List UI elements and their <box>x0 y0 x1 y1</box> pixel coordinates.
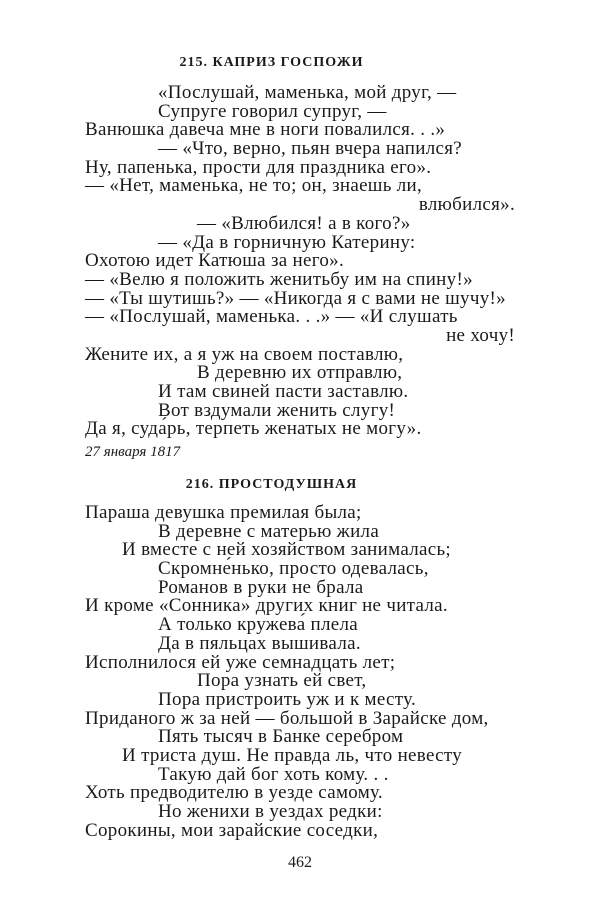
verse-line: Супруге говорил супруг, — <box>158 100 387 122</box>
verse-line: Вот вздумали женить слугу! <box>158 399 396 421</box>
verse-line: Да в пяльцах вышивала. <box>158 632 361 654</box>
verse-line: Ванюшка давеча мне в ноги повалился. . .» <box>85 119 446 141</box>
verse-line: Пора пристроить уж и к месту. <box>158 688 417 710</box>
verse-line: Такую дай бог хоть кому. . . <box>158 763 389 785</box>
verse-line: Параша девушка премилая была; <box>85 502 362 523</box>
verse-line: И триста душ. Не правда ль, что невесту <box>122 744 463 766</box>
verse-line: — «Влюбился! а в кого?» <box>197 212 411 234</box>
verse-line: Хоть предводителю в уезде самому. <box>85 782 383 804</box>
verse-line: не хочу! <box>446 324 515 346</box>
poem-title-216: 216. ПРОСТОДУШНАЯ <box>185 477 358 492</box>
verse-line: И кроме «Сонника» других книг не читала. <box>85 595 448 617</box>
verse-line: Жените их, а я уж на своем поставлю, <box>85 343 404 365</box>
verse-line: Исполнилося ей уже семнадцать лет; <box>85 651 396 673</box>
verse-line: Но женихи в уездах редки: <box>158 801 383 822</box>
verse-line: — «Что, верно, пьян вчера напился? <box>158 138 462 160</box>
verse-line: В деревне с матерью жила <box>158 520 380 542</box>
verse-line: И вместе с ней хозяйством занималась; <box>122 539 452 561</box>
verse-line: Приданого ж за ней — большой в Зарайске дом, <box>85 707 489 729</box>
verse-line: «Послушай, маменька, мой друг, — <box>158 82 457 103</box>
verse-line: Пора узнать ей свет, <box>197 670 367 692</box>
poem-216-body <box>85 504 515 840</box>
verse-line: Ну, папенька, прости для праздника его». <box>85 156 432 178</box>
verse-line: — «Велю я положить женитьбу им на спину!» <box>85 268 473 290</box>
verse-line: — «Да в горничную Катерину: <box>158 231 416 253</box>
verse-line: Пять тысяч в Банке серебром <box>158 726 404 748</box>
verse-line: Сорокины, мои зарайские соседки, <box>85 819 379 841</box>
page-number: 462 <box>288 854 312 871</box>
verse-line: В деревню их отправлю, <box>197 362 403 384</box>
verse-line: Да я, суда́рь, терпеть женатых не могу». <box>85 418 422 440</box>
verse-line: Охотою идет Катюша за него». <box>85 250 344 272</box>
verse-line: Романов в руки не брала <box>158 576 364 598</box>
verse-line: — «Нет, маменька, не то; он, знаешь ли, <box>85 175 423 197</box>
poem-title-215: 215. КАПРИЗ ГОСПОЖИ <box>179 55 364 70</box>
verse-line: А только кружева́ плела <box>158 614 358 636</box>
verse-line: — «Ты шутишь?» — «Никогда я с вами не шучу!» <box>85 287 506 309</box>
verse-line: Скромне́нько, просто одевалась, <box>158 558 429 580</box>
verse-line: влюбился». <box>418 194 515 216</box>
poem-date: 27 января 1817 <box>85 444 181 460</box>
poem-215-body <box>85 84 515 439</box>
verse-line: — «Послушай, маменька. . .» — «И слушать <box>85 306 458 328</box>
verse-line: И там свиней пасти заставлю. <box>158 381 409 402</box>
